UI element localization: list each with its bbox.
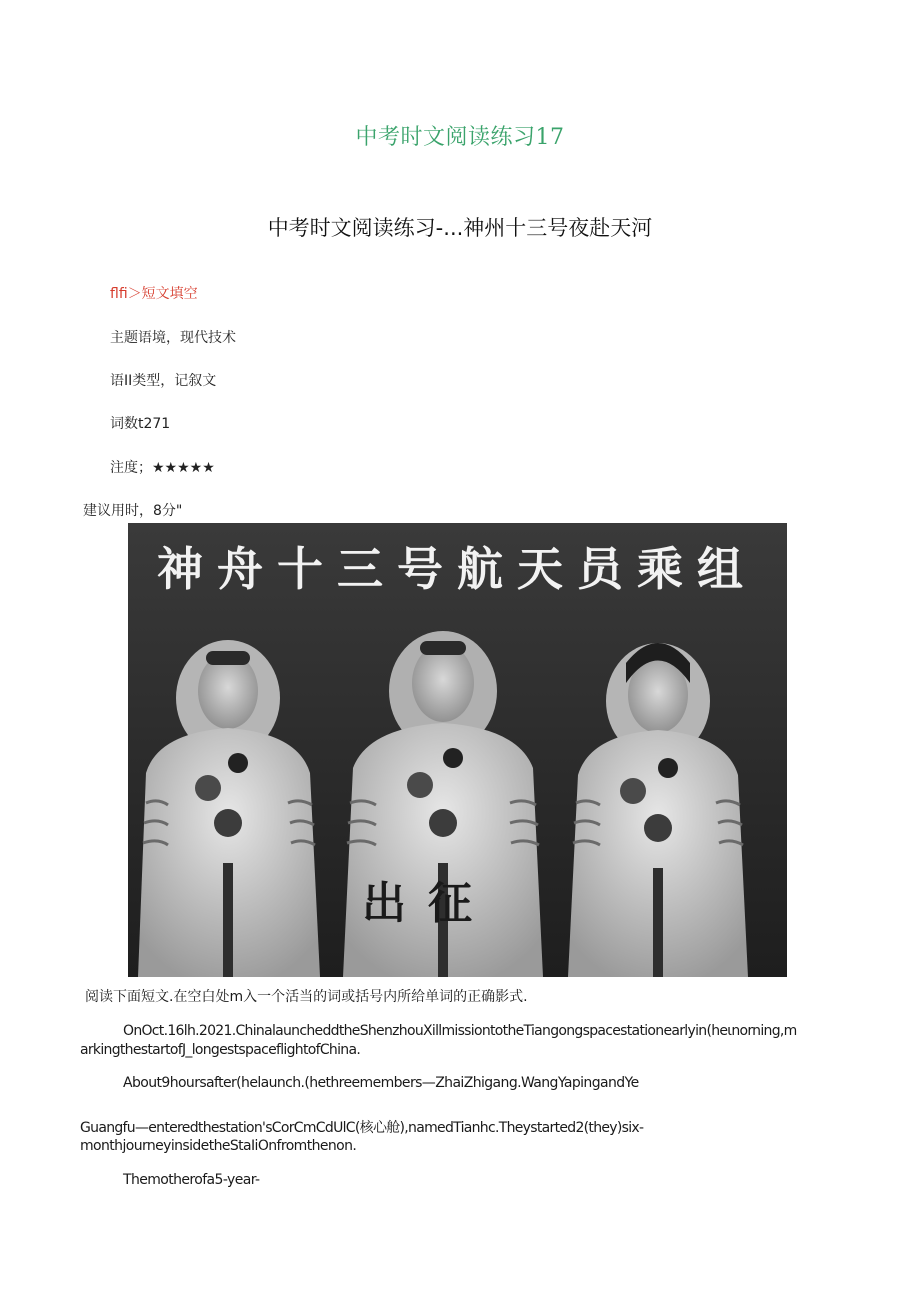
meta-category: flfi＞短文填空 [110,286,198,302]
meta-difficulty: 注度；★★★★★ [110,460,215,476]
document-title: 中考时文阅读练习17 [355,125,565,150]
paragraph-2-line-2: Guangfu—enteredthestation'sCorCmCdUlC(核心舱),namedTianhc.Theystarted2(they)six- [80,1120,644,1136]
instruction-text: 阅读下面短文.在空白处m入一个活当的词或括号内所给单词的正确影式. [85,989,528,1005]
paragraph-3-line-1: Themotherofa5-year- [123,1172,260,1188]
meta-suggested-time: 建议用时，8分" [83,503,183,519]
document-subtitle: 中考时文阅读练习-...神州十三号夜赴天河 [267,216,653,240]
meta-topic: 主题语境，现代技术 [110,330,236,346]
photo-chest-text: 出征 [362,878,494,929]
meta-word-count: 词数t271 [110,416,171,432]
paragraph-1-line-1: OnOct.16lh.2021.ChinalauncheddtheShenzhouXillmissiontotheTiangongspacestationearlyin(heιnorning,m [123,1023,797,1039]
paragraph-2-line-1: About9hoursafter(helaunch.(hethreemembers—ZhaiZhigang.WangYapingandYe [123,1075,639,1091]
paragraph-1-line-2: arkingthestartofJ_longestspaceflightofChina. [80,1042,361,1058]
astronaut-crew-photo [128,523,787,977]
meta-text-type: 语II类型，记叙文 [110,373,217,389]
photo-banner-text: 神舟十三号航天员乘组 [157,542,757,596]
paragraph-2-line-3: monthjourneyinsidetheStaIiOnfromthenon. [80,1138,357,1154]
